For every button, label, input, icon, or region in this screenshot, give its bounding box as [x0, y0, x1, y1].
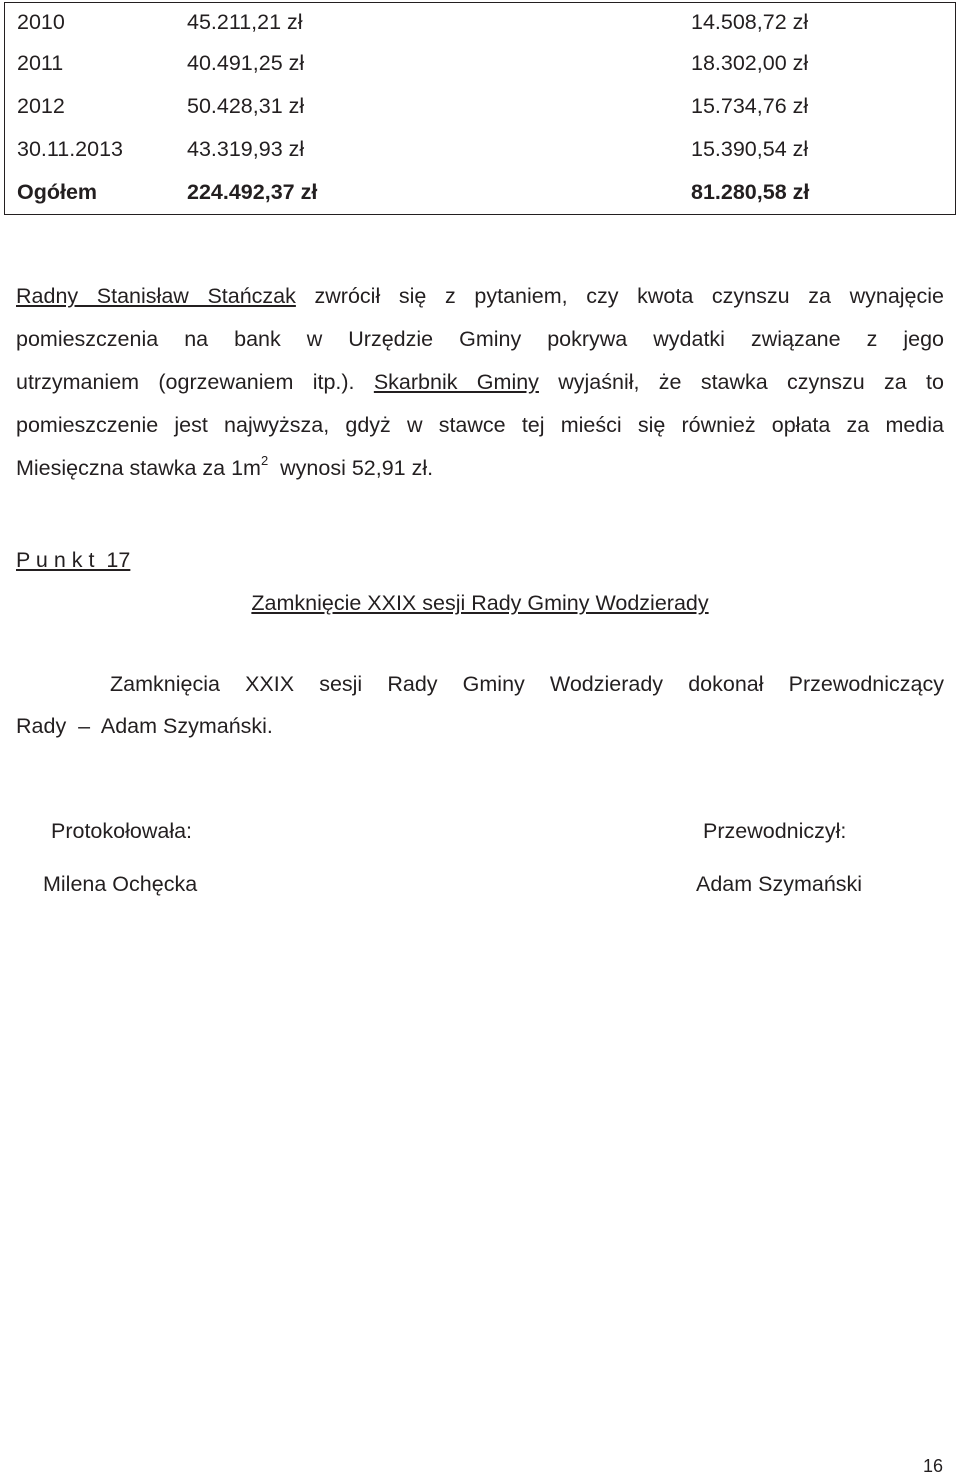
table-cell-year: Ogółem [5, 171, 176, 215]
name-skarbnik: Skarbnik Gminy [373, 370, 539, 394]
table-cell-amount-2: 15.390,54 zł [679, 128, 956, 171]
table-row [5, 128, 956, 171]
signature-right-label: Przewodniczył: [703, 819, 847, 843]
table-row [5, 171, 956, 215]
closing-paragraph [16, 663, 944, 747]
financial-table [4, 2, 956, 215]
table-cell-year: 2012 [5, 85, 176, 128]
punkt-heading: P u n k t 17 [16, 548, 131, 572]
table-cell-amount-2: 81.280,58 zł [679, 171, 956, 215]
table-row [5, 42, 956, 85]
table-cell-amount-2: 18.302,00 zł [679, 42, 956, 85]
paragraph-line-4: pomieszczenie jest najwyższa, gdyż w stawce tej mieści się również opłata za media [16, 413, 944, 437]
closing-line-2: Rady – Adam Szymański. [16, 714, 273, 738]
table-cell-amount-1: 45.211,21 zł [175, 3, 679, 43]
table-cell-year: 2011 [5, 42, 176, 85]
paragraph-line-5: Miesięczna stawka za $1m^2$ wynosi 52,91 zł. [16, 453, 434, 480]
signature-left-name: Milena Ochęcka [43, 872, 198, 896]
signature-right-name: Adam Szymański [696, 872, 863, 896]
paragraph-line-3: utrzymaniem (ogrzewaniem itp.). Skarbnik Gminy wyjaśnił, że stawka czynszu za to [16, 370, 944, 394]
table-cell-amount-1: 40.491,25 zł [187, 51, 305, 75]
closing-line-1: Zamknięcia XXIX sesji Rady Gminy Wodzierady dokonał Przewodniczący [110, 672, 944, 696]
table-row [5, 3, 956, 43]
page-number: 16 [922, 1456, 943, 1476]
paragraph-line-1: Radny Stanisław Stańczak zwrócił się z pytaniem, czy kwota czynszu za wynajęcie [16, 284, 944, 308]
table-cell-amount-2: 14.508,72 zł [679, 3, 956, 43]
punkt-subheading: Zamknięcie XXIX sesji Rady Gminy Wodzierady [251, 591, 709, 615]
table-cell-amount-1: 43.319,93 zł [187, 137, 305, 161]
table-cell-year: 2010 [5, 3, 176, 43]
table-cell-year: 30.11.2013 [5, 128, 176, 171]
table-row [5, 85, 956, 128]
table-cell-amount-1: 224.492,37 zł [175, 171, 679, 215]
paragraph-line-2: pomieszczenia na bank w Urzędzie Gminy pokrywa wydatki związane z jego [16, 327, 944, 351]
paragraph-stanczak [16, 275, 944, 490]
table-cell-amount-2: 15.734,76 zł [679, 85, 956, 128]
signature-left-label: Protokołowała: [51, 819, 193, 843]
superscript-2: 2 [260, 453, 269, 468]
table-cell-amount-1: 50.428,31 zł [187, 94, 305, 118]
name-stanczak: Radny Stanisław Stańczak [16, 284, 296, 308]
